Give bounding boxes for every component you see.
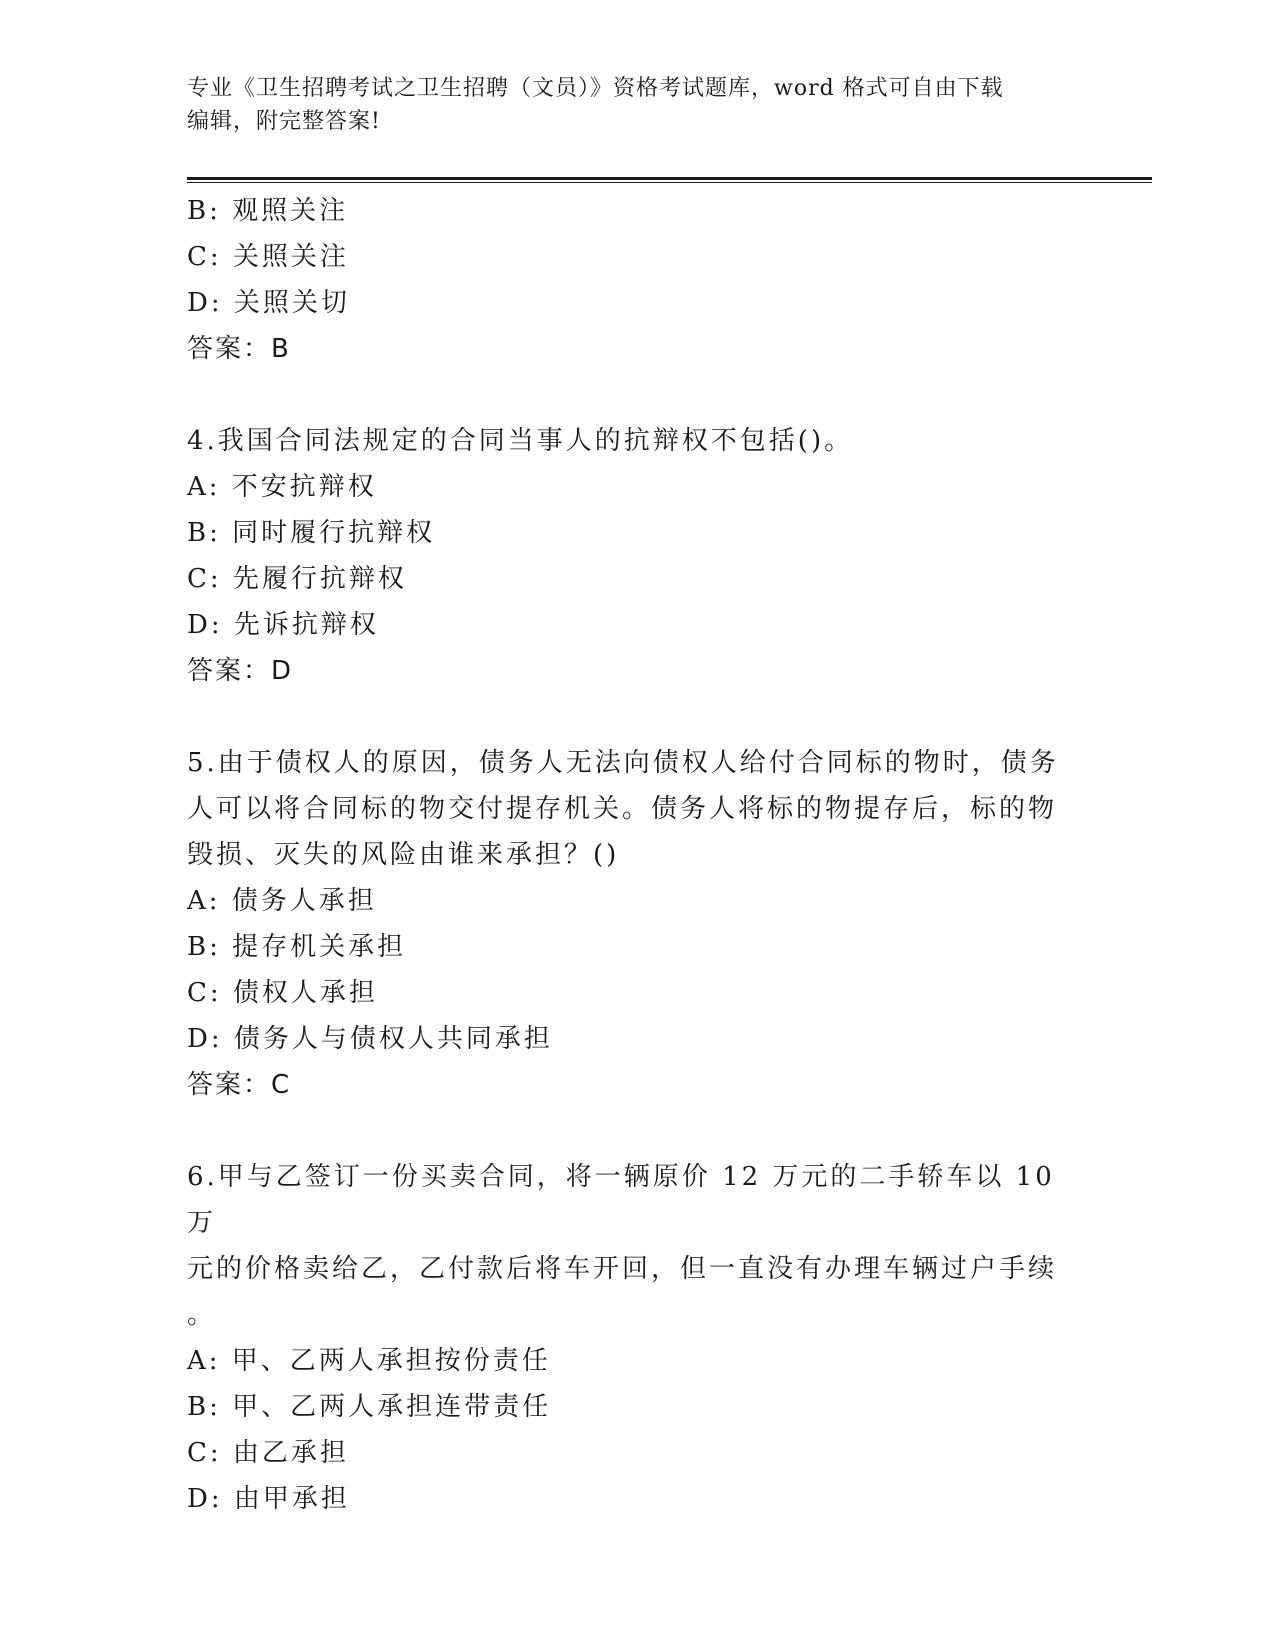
option-c: C: 由乙承担: [187, 1438, 349, 1468]
answer-label: 答案：D: [187, 656, 294, 686]
header-line-1: 专业《卫生招聘考试之卫生招聘（文员）》资格考试题库，word 格式可自由下载: [187, 76, 1004, 101]
answer-label: 答案：C: [187, 1070, 292, 1100]
question-stem: 4.我国合同法规定的合同当事人的抗辩权不包括()。: [187, 426, 854, 456]
question-stem-line-3: 毁损、灭失的风险由谁来承担？(): [187, 840, 620, 870]
question-5: [187, 740, 1067, 1108]
option-b: B: 观照关注: [187, 196, 349, 226]
spacer: [187, 694, 1067, 740]
option-a: A: 不安抗辩权: [187, 472, 377, 502]
question-stem-line-2: 元的价格卖给乙，乙付款后将车开回，但一直没有办理车辆过户手续: [187, 1254, 1058, 1284]
option-b: B: 同时履行抗辩权: [187, 518, 436, 548]
question-3: [187, 188, 1067, 372]
option-c: C: 关照关注: [187, 242, 349, 272]
option-a: A: 债务人承担: [187, 886, 377, 916]
question-list: [187, 188, 1067, 1522]
header-divider-thick: [187, 177, 1152, 180]
question-stem-line-1: 6.甲与乙签订一份买卖合同，将一辆原价 12 万元的二手轿车以 10 万: [187, 1162, 1055, 1238]
question-4: [187, 418, 1067, 694]
option-b: B: 甲、乙两人承担连带责任: [187, 1392, 552, 1422]
header-divider-thin: [187, 182, 1152, 183]
answer-label: 答案：B: [187, 334, 291, 364]
header-line-2: 编辑，附完整答案!: [187, 109, 381, 134]
option-c: C: 先履行抗辩权: [187, 564, 407, 594]
question-stem-line-2: 人可以将合同标的物交付提存机关。债务人将标的物提存后，标的物: [187, 794, 1058, 824]
option-a: A: 甲、乙两人承担按份责任: [187, 1346, 551, 1376]
spacer: [187, 372, 1067, 418]
option-d: D: 先诉抗辩权: [187, 610, 379, 640]
option-b: B: 提存机关承担: [187, 932, 407, 962]
option-d: D: 关照关切: [187, 288, 350, 318]
option-d: D: 由甲承担: [187, 1484, 350, 1514]
document-header: [187, 72, 1087, 138]
spacer: [187, 1108, 1067, 1154]
option-d: D: 债务人与债权人共同承担: [187, 1024, 553, 1054]
question-stem-line-3: 。: [187, 1300, 217, 1330]
question-6: [187, 1154, 1067, 1522]
question-stem-line-1: 5.由于债权人的原因，债务人无法向债权人给付合同标的物时，债务: [187, 748, 1059, 778]
option-c: C: 债权人承担: [187, 978, 378, 1008]
